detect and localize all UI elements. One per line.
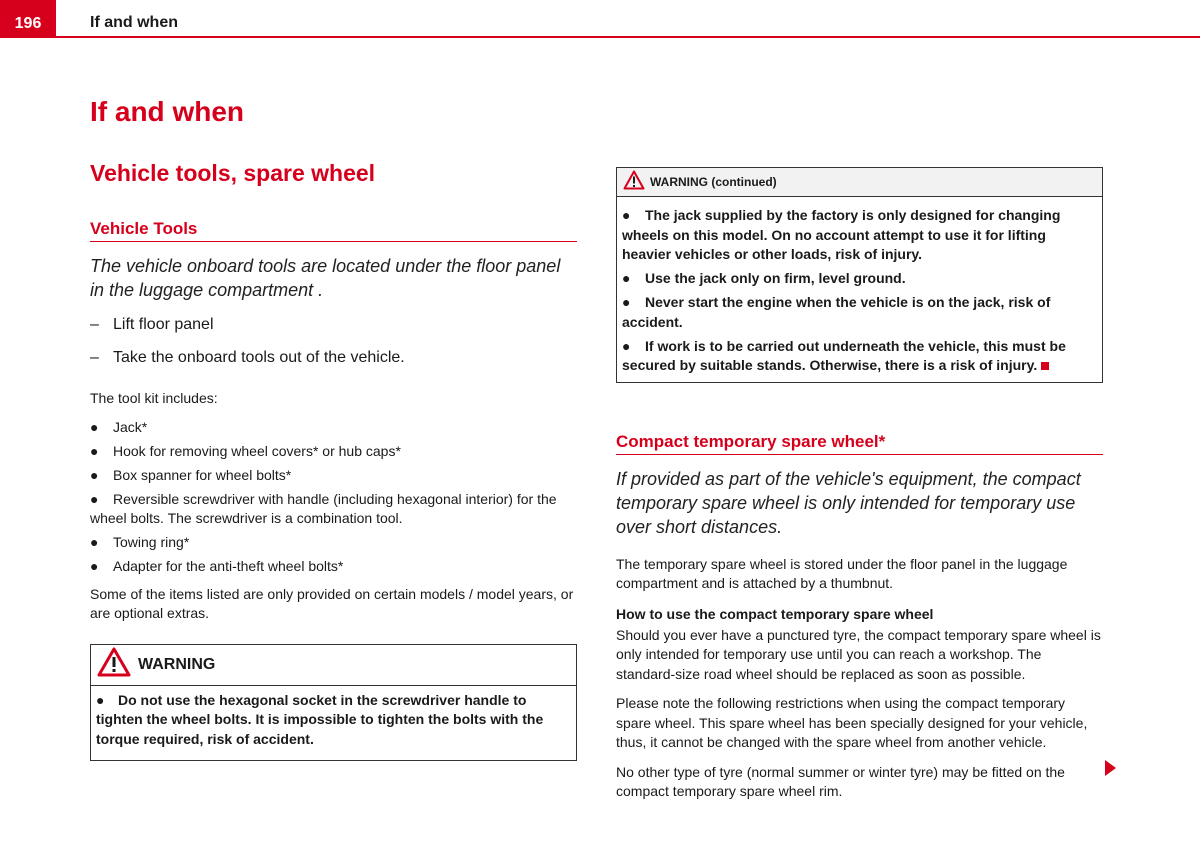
bullet-icon: ●: [90, 490, 99, 507]
list-item: ● Hook for removing wheel covers* or hub caps*: [90, 442, 577, 462]
list-item: ● Adapter for the anti-theft wheel bolts*: [90, 557, 577, 577]
warning-item: ● Never start the engine when the vehicle is on the jack, risk of accident.: [622, 294, 1051, 330]
list-item: ● Reversible screwdriver with handle (including hexagonal interior) for the wheel bolts. The screwdriver is a combination tool.: [90, 490, 557, 526]
right-column: [616, 167, 1103, 809]
howto-heading: How to use the compact temporary spare wheel: [616, 605, 934, 622]
warning-title: WARNING: [138, 655, 216, 673]
end-of-section-icon: [1041, 362, 1049, 370]
header-rule: [56, 36, 1200, 38]
warning-item: ● Use the jack only on firm, level ground.: [622, 269, 1097, 289]
bullet-icon: ●: [622, 294, 631, 310]
bullet-icon: ●: [96, 691, 105, 708]
list-item: ● Jack*: [90, 418, 577, 438]
spare-wheel-intro: If provided as part of the vehicle's equipment, the compact temporary spare wheel is only intended for temporary use over short distances.: [616, 468, 1081, 537]
bullet-icon: ●: [90, 558, 99, 574]
bullet-icon: ●: [90, 418, 99, 435]
step-marker: –: [90, 316, 99, 333]
step-item: [90, 349, 577, 367]
step-text: Take the onboard tools out of the vehicle.: [113, 349, 405, 366]
bullet-icon: ●: [622, 207, 631, 223]
warning-continued-header: [617, 168, 1102, 197]
page-title: If and when: [90, 96, 244, 127]
warning-box: [90, 644, 577, 761]
continue-arrow-icon: [1105, 760, 1116, 776]
warning-icon: [97, 647, 131, 682]
spare-wheel-heading: Compact temporary spare wheel*: [616, 432, 1103, 455]
bullet-icon: ●: [622, 337, 631, 354]
warning-continued-box: [616, 167, 1103, 383]
step-marker: –: [90, 349, 99, 366]
bullet-icon: ●: [90, 466, 99, 483]
toolkit-intro: The tool kit includes:: [90, 390, 218, 406]
vehicle-tools-heading: Vehicle Tools: [90, 219, 577, 242]
bullet-icon: ●: [90, 442, 99, 459]
warning-body: [91, 686, 576, 760]
list-item: ● Box spanner for wheel bolts*: [90, 466, 577, 486]
warning-item: ● If work is to be carried out underneath the vehicle, this must be secured by suitable stands. Otherwise, there is a risk of injury.: [622, 337, 1066, 373]
section-heading: Vehicle tools, spare wheel: [90, 160, 376, 186]
bullet-icon: ●: [622, 270, 631, 286]
warning-continued-title: WARNING (continued): [650, 175, 777, 189]
tyre-type-paragraph: No other type of tyre (normal summer or winter tyre) may be fitted on the compact temporary spare wheel rim.: [616, 763, 1065, 799]
restrictions-paragraph: Please note the following restrictions when using the compact temporary spare wheel. This spare wheel has been specially designed for your vehicle, thus, it cannot be changed with the spare wheel from another vehicle.: [616, 695, 1088, 750]
step-item: [90, 316, 577, 334]
bullet-icon: ●: [90, 534, 99, 550]
warning-continued-body: [617, 197, 1102, 382]
warning-item: ● Do not use the hexagonal socket in the screwdriver handle to tighten the wheel bolts. It is impossible to tighten the bolts with the torque required, risk of accident.: [96, 691, 544, 747]
list-item: ● Towing ring*: [90, 533, 577, 553]
left-column: [90, 219, 577, 761]
puncture-paragraph: Should you ever have a punctured tyre, the compact temporary spare wheel is only intended for temporary use until you can reach a workshop. The standard-size road wheel should be replaced as soon as possible.: [616, 626, 1101, 682]
optional-items-note: Some of the items listed are only provided on certain models / model years, or are optional extras.: [90, 585, 574, 621]
warning-header: [91, 645, 576, 686]
page-number: 196: [0, 0, 56, 38]
step-text: Lift floor panel: [113, 316, 214, 333]
warning-item: ● The jack supplied by the factory is only designed for changing wheels on this model. On no account attempt to use it for lifting heavier vehicles or other loads, risk of injury.: [622, 207, 1061, 262]
running-header-title: If and when: [90, 14, 178, 31]
storage-paragraph: The temporary spare wheel is stored under the floor panel in the luggage compartment and is attached by a thumbnut.: [616, 555, 1068, 591]
warning-icon: [623, 170, 645, 195]
vehicle-tools-intro: The vehicle onboard tools are located under the floor panel in the luggage compartment .: [90, 256, 561, 300]
